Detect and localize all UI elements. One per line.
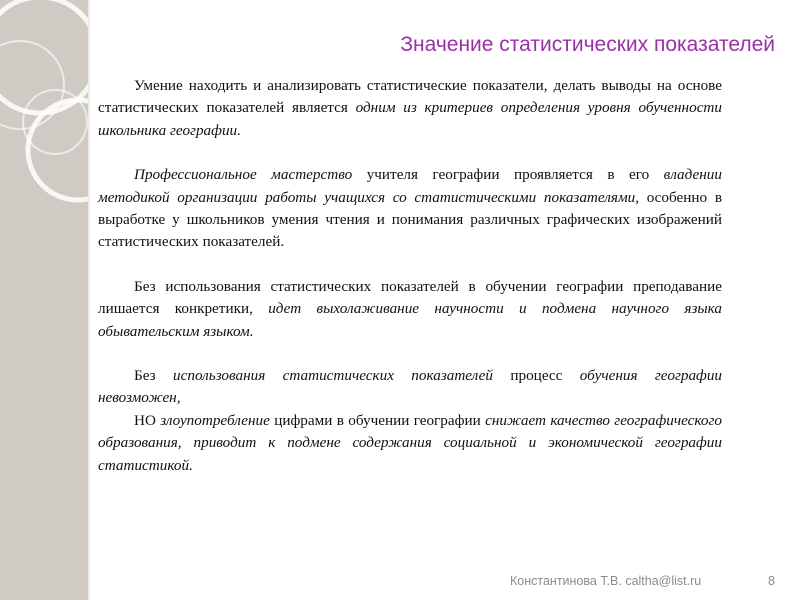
footer-author: Константинова Т.В. caltha@list.ru: [510, 574, 702, 588]
circle-decoration: [0, 0, 88, 600]
paragraph-1: Умение находить и анализировать статистические показатели, делать выводы на основе статистических показателей является одним из критериев определения уровня обученности школьника географии.: [98, 77, 722, 139]
paragraph-2: Профессиональное мастерство учителя географии проявляется в его владении методикой организации работы учащихся со статистическими показателями, особенно в выработке у школьников умения чтения и понимания различных графических изображений статистических показателей.: [98, 166, 722, 251]
paragraph-5: НО злоупотребление цифрами в обучении географии снижает качество географического образования, приводит к подмене содержания социальной и экономической географии статистикой.: [98, 411, 722, 474]
paragraph-3: Без использования статистических показателей в обучении географии преподавание лишается конкретики, идет выхолаживание научности и подмена научного языка обывательским языком.: [98, 277, 722, 340]
paragraph-4: Без использования статистических показателей процесс обучения географии невозможен,: [98, 367, 723, 407]
decorative-sidebar: [0, 0, 88, 600]
sidebar-divider: [88, 0, 90, 600]
slide-body: [98, 75, 722, 477]
slide-title: Значение статистических показателей: [400, 33, 775, 56]
page-number: 8: [768, 574, 775, 588]
